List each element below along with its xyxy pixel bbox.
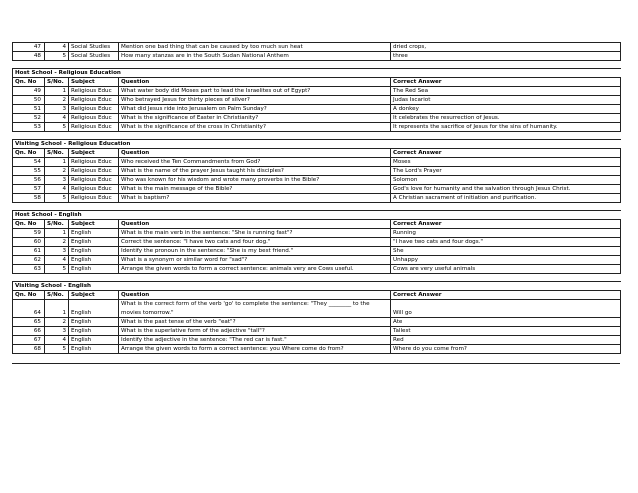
table-row xyxy=(13,167,621,176)
subject-cell: English xyxy=(69,336,119,345)
subject-cell: Religious Educ xyxy=(69,96,119,105)
header-row xyxy=(13,220,621,229)
qn-cell: 61 xyxy=(13,247,45,256)
header-row xyxy=(13,78,621,87)
answer-cell: dried crops, xyxy=(391,43,621,52)
qn-cell: 58 xyxy=(13,194,45,203)
qn-cell: 54 xyxy=(13,158,45,167)
column-header-subject: Subject xyxy=(69,291,119,300)
spacer-row xyxy=(13,203,621,211)
question-cell: Who received the Ten Commandments from God? xyxy=(119,158,391,167)
answer-cell: The Lord's Prayer xyxy=(391,167,621,176)
question-cell: Arrange the given words to form a correct sentence: you Where come do from? xyxy=(119,345,391,354)
table-row xyxy=(13,158,621,167)
answer-cell: "I have two cats and four dogs." xyxy=(391,238,621,247)
answer-cell: She xyxy=(391,247,621,256)
header-row xyxy=(13,149,621,158)
section-title: Visiting School - English xyxy=(13,282,391,291)
subject-cell: English xyxy=(69,300,119,318)
sno-cell: 3 xyxy=(45,176,69,185)
question-cell: What is the main verb in the sentence: "She is running fast"? xyxy=(119,229,391,238)
subject-cell: Religious Educ xyxy=(69,194,119,203)
qn-cell: 60 xyxy=(13,238,45,247)
question-cell: Who betrayed Jesus for thirty pieces of silver? xyxy=(119,96,391,105)
subject-cell: Religious Educ xyxy=(69,185,119,194)
table-row xyxy=(13,123,621,132)
table-row xyxy=(13,300,621,318)
sno-cell: 5 xyxy=(45,265,69,274)
qn-cell: 63 xyxy=(13,265,45,274)
qn-cell: 52 xyxy=(13,114,45,123)
qn-cell: 62 xyxy=(13,256,45,265)
qn-cell: 65 xyxy=(13,318,45,327)
question-cell: Mention one bad thing that can be caused by too much sun heat xyxy=(119,43,391,52)
spacer-row xyxy=(13,132,621,140)
sno-cell: 1 xyxy=(45,87,69,96)
subject-cell: Religious Educ xyxy=(69,87,119,96)
section-title: Host School - English xyxy=(13,211,391,220)
answer-cell: God's love for humanity and the salvation through Jesus Christ. xyxy=(391,185,621,194)
subject-cell: Social Studies xyxy=(69,43,119,52)
subject-cell: Religious Educ xyxy=(69,123,119,132)
section-title-row xyxy=(13,211,621,220)
qn-cell: 57 xyxy=(13,185,45,194)
section-title-row xyxy=(13,69,621,78)
answer-cell: Unhappy xyxy=(391,256,621,265)
quiz-table-body xyxy=(13,43,621,354)
table-row xyxy=(13,229,621,238)
question-cell: What is the main message of the Bible? xyxy=(119,185,391,194)
subject-cell: English xyxy=(69,318,119,327)
column-header-question: Question xyxy=(119,149,391,158)
table-row xyxy=(13,336,621,345)
qn-cell: 47 xyxy=(13,43,45,52)
sno-cell: 2 xyxy=(45,318,69,327)
sno-cell: 3 xyxy=(45,327,69,336)
column-header-qn: Qn. No xyxy=(13,291,45,300)
table-row xyxy=(13,345,621,354)
question-cell: What water body did Moses part to lead the Israelites out of Egypt? xyxy=(119,87,391,96)
question-cell: What is the name of the prayer Jesus taught his disciples? xyxy=(119,167,391,176)
sno-cell: 5 xyxy=(45,345,69,354)
column-header-answer: Correct Answer xyxy=(391,78,621,87)
column-header-sno: S/No. xyxy=(45,149,69,158)
column-header-answer: Correct Answer xyxy=(391,149,621,158)
answer-cell: The Red Sea xyxy=(391,87,621,96)
qn-cell: 68 xyxy=(13,345,45,354)
spacer-cell xyxy=(13,61,621,69)
subject-cell: Social Studies xyxy=(69,52,119,61)
table-row xyxy=(13,114,621,123)
table-row xyxy=(13,105,621,114)
question-cell: Who was known for his wisdom and wrote many proverbs in the Bible? xyxy=(119,176,391,185)
column-header-qn: Qn. No xyxy=(13,78,45,87)
column-header-answer: Correct Answer xyxy=(391,220,621,229)
question-cell: Identify the adjective in the sentence: "The red car is fast." xyxy=(119,336,391,345)
qn-cell: 56 xyxy=(13,176,45,185)
subject-cell: Religious Educ xyxy=(69,114,119,123)
sno-cell: 5 xyxy=(45,52,69,61)
sno-cell: 4 xyxy=(45,185,69,194)
sno-cell: 1 xyxy=(45,300,69,318)
sno-cell: 4 xyxy=(45,256,69,265)
section-title-blank xyxy=(391,69,621,78)
answer-cell: Running xyxy=(391,229,621,238)
subject-cell: Religious Educ xyxy=(69,176,119,185)
qn-cell: 51 xyxy=(13,105,45,114)
sno-cell: 1 xyxy=(45,158,69,167)
answer-cell: Where do you come from? xyxy=(391,345,621,354)
subject-cell: English xyxy=(69,327,119,336)
section-title-blank xyxy=(391,211,621,220)
qn-cell: 55 xyxy=(13,167,45,176)
section-title: Visiting School - Religious Education xyxy=(13,140,391,149)
question-cell: Correct the sentence: "I have two cats and four dog." xyxy=(119,238,391,247)
sno-cell: 5 xyxy=(45,194,69,203)
qn-cell: 64 xyxy=(13,300,45,318)
section-title: Host School - Religious Education xyxy=(13,69,391,78)
section-title-row xyxy=(13,140,621,149)
table-row xyxy=(13,185,621,194)
table-row xyxy=(13,194,621,203)
sno-cell: 4 xyxy=(45,336,69,345)
column-header-answer: Correct Answer xyxy=(391,291,621,300)
subject-cell: English xyxy=(69,247,119,256)
sno-cell: 4 xyxy=(45,114,69,123)
table-row xyxy=(13,256,621,265)
table-row xyxy=(13,87,621,96)
answer-cell: Red xyxy=(391,336,621,345)
question-cell: What is the superlative form of the adjective "tall"? xyxy=(119,327,391,336)
answer-cell: A Christian sacrament of initiation and purification. xyxy=(391,194,621,203)
column-header-qn: Qn. No xyxy=(13,220,45,229)
table-row xyxy=(13,318,621,327)
answer-cell: three xyxy=(391,52,621,61)
question-cell: How many stanzas are in the South Sudan National Anthem xyxy=(119,52,391,61)
table-row xyxy=(13,52,621,61)
question-cell: Arrange the given words to form a correct sentence: animals very are Cows useful. xyxy=(119,265,391,274)
question-cell: What is a synonym or similar word for "sad"? xyxy=(119,256,391,265)
subject-cell: Religious Educ xyxy=(69,158,119,167)
quiz-table xyxy=(12,42,621,354)
qn-cell: 49 xyxy=(13,87,45,96)
table-row xyxy=(13,176,621,185)
section-title-row xyxy=(13,282,621,291)
qn-cell: 66 xyxy=(13,327,45,336)
subject-cell: English xyxy=(69,238,119,247)
qn-cell: 48 xyxy=(13,52,45,61)
question-cell: What is the significance of the cross in Christianity? xyxy=(119,123,391,132)
answer-cell: Tallest xyxy=(391,327,621,336)
table-row xyxy=(13,43,621,52)
answer-cell: Moses xyxy=(391,158,621,167)
column-header-sno: S/No. xyxy=(45,78,69,87)
column-header-subject: Subject xyxy=(69,149,119,158)
spacer-row xyxy=(13,274,621,282)
column-header-question: Question xyxy=(119,220,391,229)
quiz-spreadsheet xyxy=(12,42,620,354)
spacer-row xyxy=(13,61,621,69)
column-header-qn: Qn. No xyxy=(13,149,45,158)
qn-cell: 67 xyxy=(13,336,45,345)
sno-cell: 3 xyxy=(45,247,69,256)
spacer-cell xyxy=(13,203,621,211)
spacer-cell xyxy=(13,132,621,140)
answer-cell: It represents the sacrifice of Jesus for the sins of humanity. xyxy=(391,123,621,132)
qn-cell: 50 xyxy=(13,96,45,105)
subject-cell: English xyxy=(69,229,119,238)
sno-cell: 2 xyxy=(45,167,69,176)
sno-cell: 2 xyxy=(45,238,69,247)
column-header-subject: Subject xyxy=(69,78,119,87)
table-row xyxy=(13,247,621,256)
table-row xyxy=(13,238,621,247)
column-header-sno: S/No. xyxy=(45,291,69,300)
subject-cell: English xyxy=(69,256,119,265)
answer-cell: Cows are very useful animals xyxy=(391,265,621,274)
column-header-sno: S/No. xyxy=(45,220,69,229)
sno-cell: 5 xyxy=(45,123,69,132)
qn-cell: 53 xyxy=(13,123,45,132)
bottom-rule xyxy=(12,363,620,364)
spacer-cell xyxy=(13,274,621,282)
question-cell: What is the significance of Easter in Christianity? xyxy=(119,114,391,123)
qn-cell: 59 xyxy=(13,229,45,238)
section-title-blank xyxy=(391,140,621,149)
question-cell: What did Jesus ride into Jerusalem on Palm Sunday? xyxy=(119,105,391,114)
header-row xyxy=(13,291,621,300)
answer-cell: It celebrates the resurrection of Jesus. xyxy=(391,114,621,123)
table-row xyxy=(13,327,621,336)
subject-cell: Religious Educ xyxy=(69,105,119,114)
column-header-question: Question xyxy=(119,78,391,87)
question-cell: What is the correct form of the verb 'go' to complete the sentence: "They ________ to the movies tomorrow." xyxy=(119,300,391,318)
sno-cell: 1 xyxy=(45,229,69,238)
section-title-blank xyxy=(391,282,621,291)
answer-cell: Judas Iscariot xyxy=(391,96,621,105)
table-row xyxy=(13,265,621,274)
subject-cell: English xyxy=(69,345,119,354)
answer-cell: A donkey xyxy=(391,105,621,114)
subject-cell: English xyxy=(69,265,119,274)
table-row xyxy=(13,96,621,105)
question-cell: What is baptism? xyxy=(119,194,391,203)
subject-cell: Religious Educ xyxy=(69,167,119,176)
column-header-subject: Subject xyxy=(69,220,119,229)
sno-cell: 4 xyxy=(45,43,69,52)
column-header-question: Question xyxy=(119,291,391,300)
sno-cell: 2 xyxy=(45,96,69,105)
question-cell: What is the past tense of the verb "eat"? xyxy=(119,318,391,327)
sno-cell: 3 xyxy=(45,105,69,114)
question-cell: Identify the pronoun in the sentence: "She is my best friend." xyxy=(119,247,391,256)
answer-cell: Solomon xyxy=(391,176,621,185)
answer-cell: Will go xyxy=(391,300,621,318)
answer-cell: Ate xyxy=(391,318,621,327)
